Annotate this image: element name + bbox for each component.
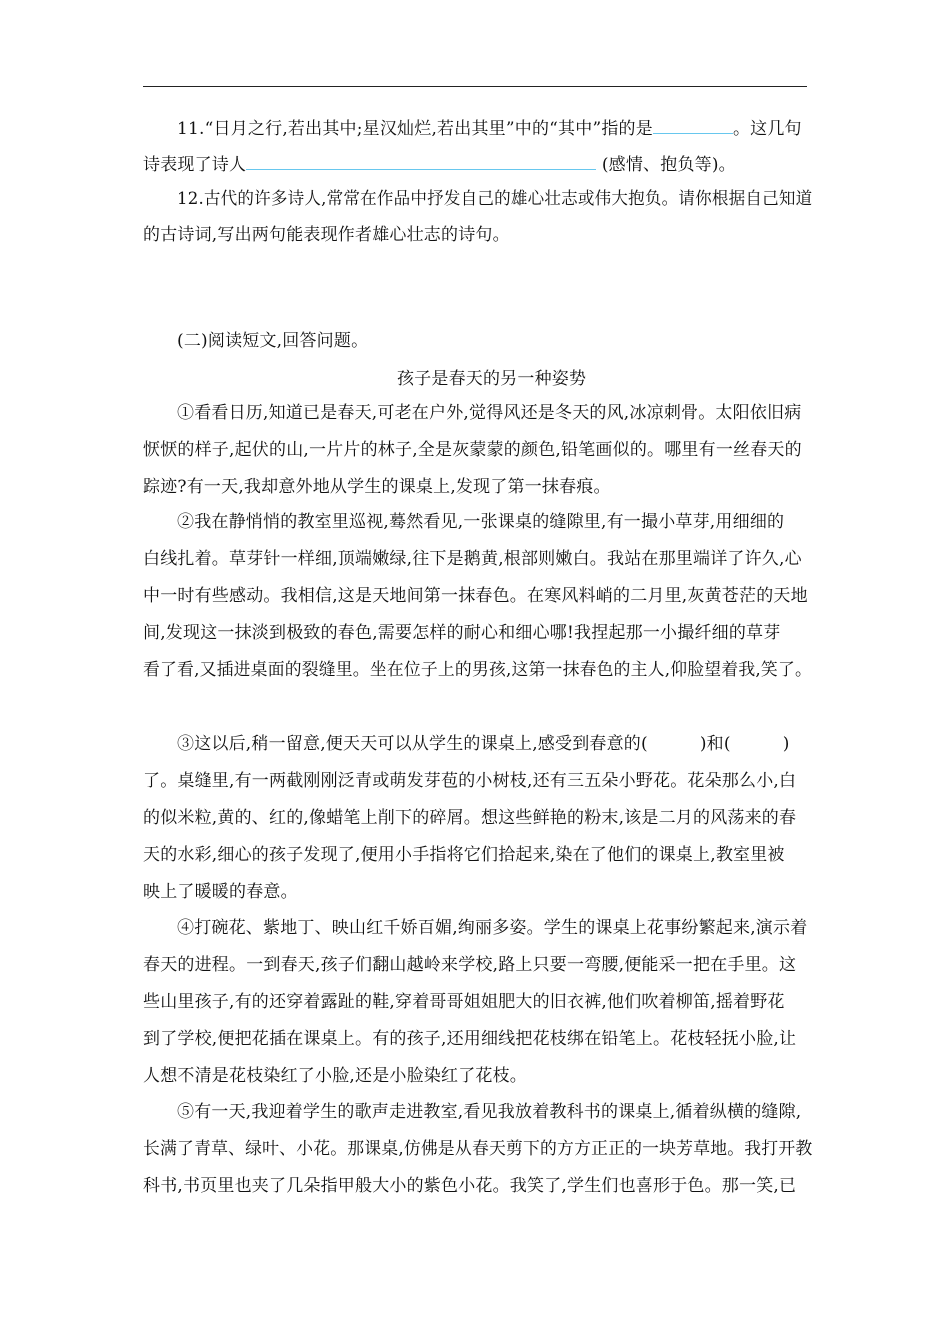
- q11-answer-blank-2[interactable]: [246, 153, 596, 170]
- section-heading: (二)阅读短文,回答问题。: [177, 331, 369, 351]
- p3-line-2: 了。桌缝里,有一两截刚刚泛青或萌发芽苞的小树枝,还有三五朵小野花。花朵那么小,白: [143, 771, 797, 791]
- p4-line-3: 些山里孩子,有的还穿着露趾的鞋,穿着哥哥姐姐肥大的旧衣裤,他们吹着柳笛,摇着野花: [143, 992, 785, 1012]
- p4-line-1: ④打碗花、紫地丁、映山红千娇百媚,绚丽多姿。学生的课桌上花事纷繁起来,演示着: [177, 918, 808, 938]
- p2-line-1: ②我在静悄悄的教室里巡视,蓦然看见,一张课桌的缝隙里,有一撮小草芽,用细细的: [177, 512, 785, 532]
- p3-line-4: 天的水彩,细心的孩子发现了,便用小手指将它们拾起来,染在了他们的课桌上,教室里被: [143, 845, 785, 865]
- p3-line-3: 的似米粒,黄的、红的,像蜡笔上削下的碎屑。想这些鲜艳的粉末,该是二月的风荡来的春: [143, 808, 797, 828]
- p5-line-1: ⑤有一天,我迎着学生的歌声走进教室,看见我放着教科书的课桌上,循着纵横的缝隙,: [177, 1102, 802, 1122]
- p5-line-3: 科书,书页里也夹了几朵指甲般大小的紫色小花。我笑了,学生们也喜形于色。那一笑,已: [143, 1176, 797, 1196]
- p3-line-5: 映上了暖暖的春意。: [143, 882, 298, 902]
- p1-line-3: 踪迹?有一天,我却意外地从学生的课桌上,发现了第一抹春痕。: [143, 477, 611, 497]
- p4-line-5: 人想不清是花枝染红了小脸,还是小脸染红了花枝。: [143, 1066, 528, 1086]
- q11-line-1: [177, 117, 802, 140]
- p2-line-2: 白线扎着。草芽针一样细,顶端嫩绿,往下是鹅黄,根部则嫩白。我站在那里端详了许久,心: [143, 549, 802, 569]
- p4-line-4: 到了学校,便把花插在课桌上。有的孩子,还用细线把花枝绑在铅笔上。花枝轻抚小脸,让: [143, 1029, 797, 1049]
- q12-line-1: 12.古代的许多诗人,常常在作品中抒发自己的雄心壮志或伟大抱负。请你根据自己知道: [177, 189, 813, 209]
- p3-line1-end: ): [782, 734, 790, 754]
- p2-line-3: 中一时有些感动。我相信,这是天地间第一抹春色。在寒风料峭的二月里,灰黄苍茫的天地: [143, 586, 808, 606]
- q11-answer-blank-1[interactable]: [653, 117, 733, 134]
- p1-line-1: ①看看日历,知道已是春天,可老在户外,觉得风还是冬天的风,冰凉刺骨。太阳依旧病: [177, 403, 802, 423]
- p2-line-5: 看了看,又插进桌面的裂缝里。坐在位子上的男孩,这第一抹春色的主人,仰脸望着我,笑了。: [143, 660, 812, 680]
- p3-line1-prefix: ③这以后,稍一留意,便天天可以从学生的课桌上,感受到春意的(: [177, 734, 648, 754]
- q12-line-2: 的古诗词,写出两句能表现作者雄心壮志的诗句。: [143, 225, 510, 245]
- p5-line-2: 长满了青草、绿叶、小花。那课桌,仿佛是从春天剪下的方方正正的一块芳草地。我打开教: [143, 1139, 813, 1159]
- q11-line2-suffix: (感情、抱负等)。: [601, 155, 736, 175]
- header-rule: [143, 86, 807, 87]
- q11-prefix: 11.“日月之行,若出其中;星汉灿烂,若出其里”中的“其中”指的是: [177, 119, 653, 139]
- q11-line-2: [143, 153, 736, 176]
- article-title: 孩子是春天的另一种姿势: [397, 369, 587, 389]
- q11-line2-prefix: 诗表现了诗人: [143, 155, 247, 175]
- p1-line-2: 恹恹的样子,起伏的山,一片片的林子,全是灰蒙蒙的颜色,铅笔画似的。哪里有一丝春天的: [143, 440, 802, 460]
- p4-line-2: 春天的进程。一到春天,孩子们翻山越岭来学校,路上只要一弯腰,便能采一把在手里。这: [143, 955, 797, 975]
- p3-line-1: [177, 733, 790, 755]
- q11-suffix: 。这几句: [732, 119, 802, 139]
- p3-line1-mid: )和(: [699, 734, 731, 754]
- p2-line-4: 间,发现这一抹淡到极致的春色,需要怎样的耐心和细心哪!我捏起那一小撮纤细的草芽: [143, 623, 781, 643]
